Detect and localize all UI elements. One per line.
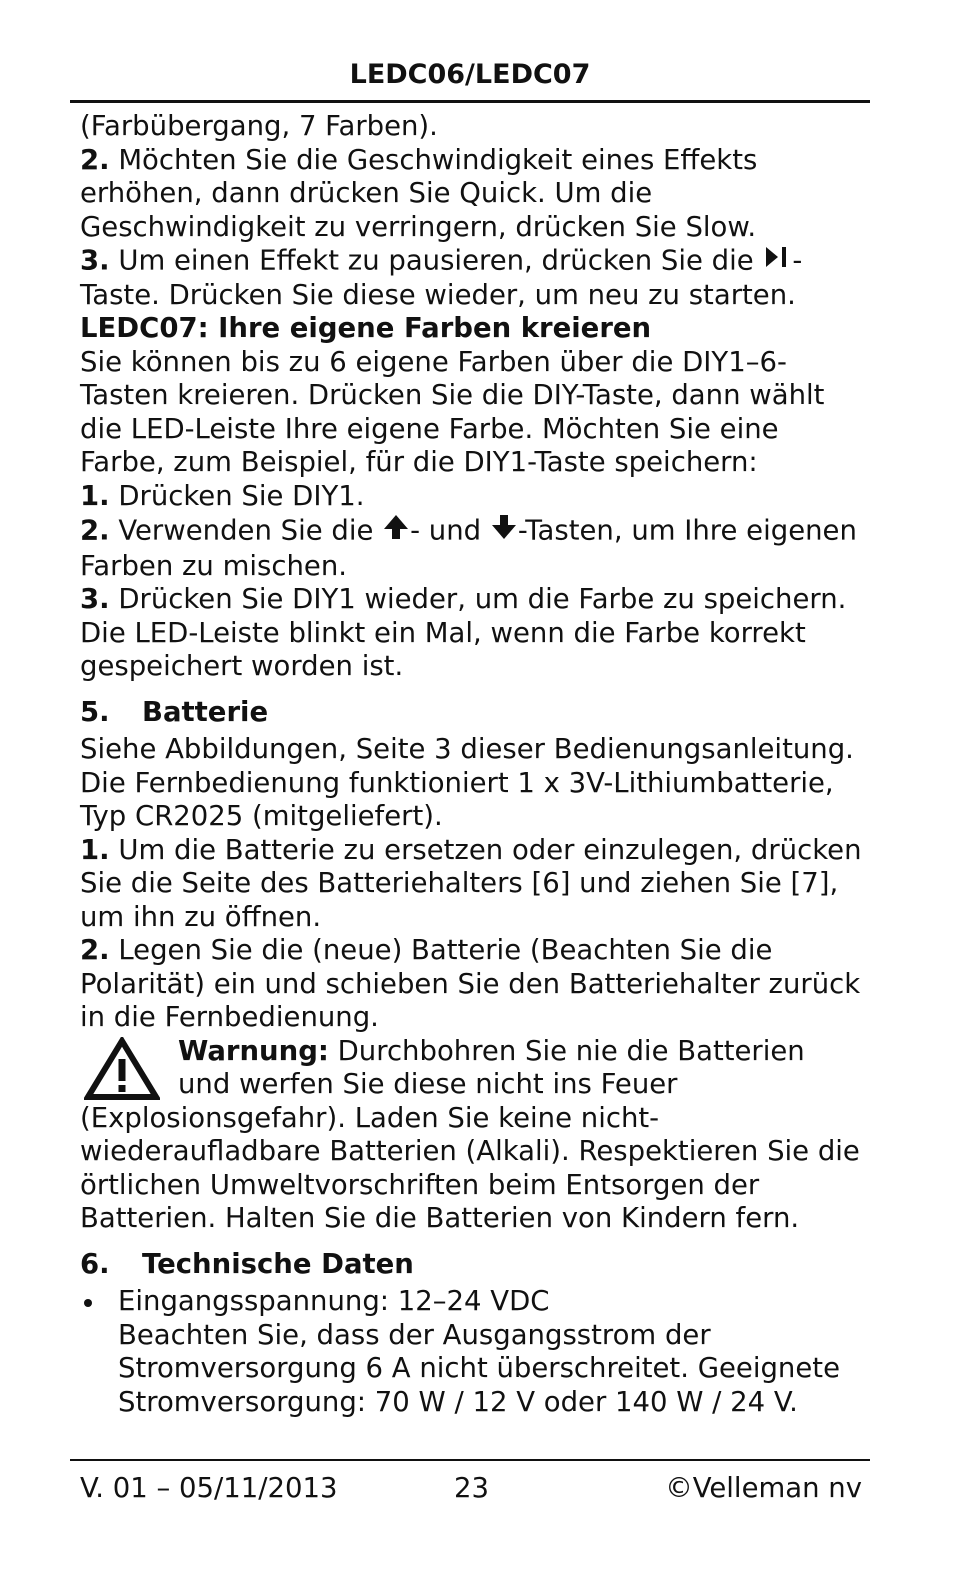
warning-line-2: und werfen Sie diese nicht ins Feuer [178, 1068, 678, 1100]
step-text: Drücken Sie DIY1. [109, 479, 365, 512]
footer-page-number: 23 [454, 1472, 489, 1504]
step-text: Legen Sie die (neue) Batterie (Beachten Sie die Polarität) ein und schieben Sie den Batteriehalter zurück in die Fernbedienung. [80, 934, 861, 1033]
diy-step-3 [80, 583, 865, 684]
step-text: - [792, 244, 803, 277]
bullet-dot-icon [84, 1299, 92, 1307]
spec-note: Beachten Sie, dass der Ausgangsstrom der Stromversorgung 6 A nicht überschreitet. Geeignete Stromversorgung: 70 W / 12 V oder 140 W / 24 V. [118, 1318, 840, 1418]
arrow-up-icon [382, 513, 410, 550]
section-heading-battery [80, 696, 865, 730]
battery-paragraph: Siehe Abbildungen, Seite 3 dieser Bedienungsanleitung. Die Fernbedienung funktioniert 1 x 3V-Lithiumbatterie, Typ CR2025 (mitgeliefert). [80, 733, 854, 832]
warning-text: Durchbohren Sie nie die Batterien [328, 1034, 805, 1067]
step-number: 3. [80, 244, 110, 277]
warning-triangle-icon [84, 1037, 160, 1110]
battery-step-2 [80, 934, 865, 1035]
arrow-down-icon [490, 513, 518, 550]
step-text: Verwenden Sie die [109, 514, 383, 547]
section-title: Batterie [142, 695, 269, 728]
step-text: Taste. Drücken Sie diese wieder, um neu zu starten. [80, 278, 796, 311]
page-content [80, 110, 865, 1419]
section-number: 6. [80, 1247, 110, 1280]
intro-line: (Farbübergang, 7 Farben). [80, 110, 438, 142]
page-footer [80, 1470, 862, 1510]
diy-step-1 [80, 480, 865, 514]
step-number: 2. [80, 514, 110, 547]
step-number: 1. [80, 833, 110, 866]
section-number: 5. [80, 695, 110, 728]
step-text: Um die Batterie zu ersetzen oder einzulegen, drücken Sie die Seite des Batteriehalters [6] und ziehen Sie [7], um ihn zu öffnen. [80, 833, 862, 933]
play-pause-icon [762, 244, 792, 279]
step-number: 3. [80, 583, 110, 615]
step-number: 1. [80, 479, 110, 512]
step-text: Drücken Sie DIY1 wieder, um die Farbe zu speichern. Die LED-Leiste blinkt ein Mal, wenn die Farbe korrekt gespeichert worden ist. [80, 583, 847, 682]
speed-step [80, 144, 865, 245]
warning-label: Warnung: [178, 1034, 329, 1067]
step-text: Um einen Effekt zu pausieren, drücken Sie die [109, 244, 763, 277]
page-header-title: LEDC06/LEDC07 [349, 59, 591, 90]
warning-rest: (Explosionsgefahr). Laden Sie keine nicht-wiederaufladbare Batterien (Alkali). Respektieren Sie die örtlichen Umweltvorschriften beim Entsorgen der Batterien. Halten Sie die Batterien von Kindern fern. [80, 1101, 860, 1234]
warning-line-1 [80, 1035, 865, 1069]
diy-step-2 [80, 513, 865, 583]
pause-step [80, 244, 840, 312]
section-heading-specs [80, 1248, 865, 1282]
section-title: Technische Daten [142, 1247, 414, 1280]
step-text: -Tasten, um Ihre eigenen Farben zu mischen. [80, 514, 857, 582]
battery-step-1 [80, 834, 865, 935]
step-text: Möchten Sie die Geschwindigkeit eines Effekts erhöhen, dann drücken Sie Quick. Um die Geschwindigkeit zu verringern, drücken Sie Slow. [80, 143, 758, 243]
diy-heading: LEDC07: Ihre eigene Farben kreieren [80, 312, 652, 344]
header-rule [70, 100, 870, 103]
step-text: - und [410, 514, 490, 547]
step-number: 2. [80, 143, 110, 176]
spec-voltage: Eingangsspannung: 12–24 VDC [118, 1285, 550, 1317]
footer-rule [70, 1459, 870, 1461]
step-number: 2. [80, 934, 110, 966]
diy-paragraph: Sie können bis zu 6 eigene Farben über die DIY1–6-Tasten kreieren. Drücken Sie die DIY-Taste, dann wählt die LED-Leiste Ihre eigene Farbe. Möchten Sie eine Farbe, zum Beispiel, für die DIY1-Taste speichern: [80, 345, 825, 478]
footer-version: V. 01 – 05/11/2013 [80, 1472, 338, 1504]
warning-block [80, 1035, 865, 1236]
spec-bullet-item [80, 1285, 865, 1419]
footer-copyright: ©Velleman nv [665, 1472, 862, 1504]
